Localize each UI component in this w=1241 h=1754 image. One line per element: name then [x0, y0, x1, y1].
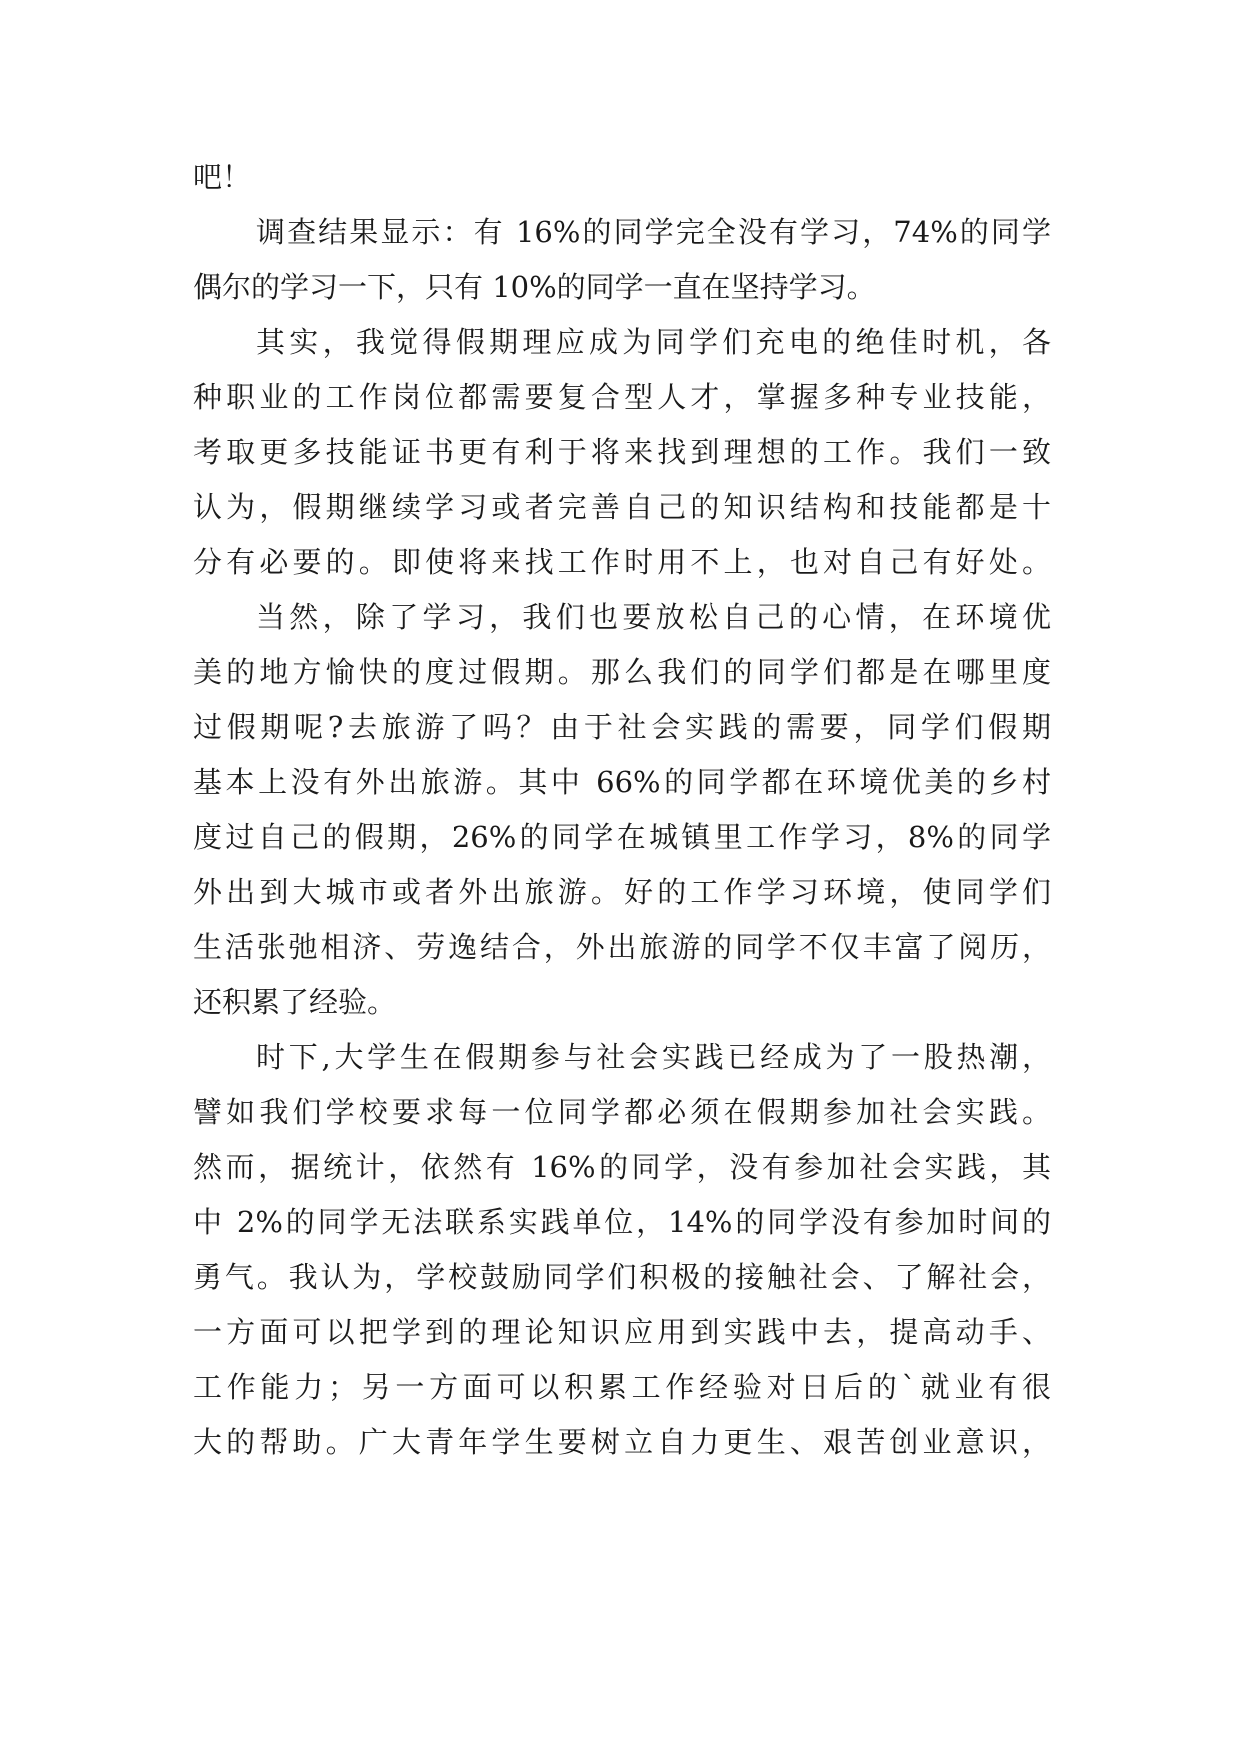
- text-line: 大的帮助。广大青年学生要树立自力更生、艰苦创业意识，: [193, 1425, 1051, 1459]
- text-line: 一方面可以把学到的理论知识应用到实践中去，提高动手、: [193, 1315, 1051, 1349]
- text-line: 生活张弛相济、劳逸结合，外出旅游的同学不仅丰富了阅历，: [193, 930, 1051, 964]
- text-line: 分有必要的。即使将来找工作时用不上，也对自己有好处。: [193, 545, 1051, 579]
- text-line: 然而，据统计，依然有 16%的同学，没有参加社会实践，其: [193, 1150, 1051, 1184]
- text-line: 过假期呢?去旅游了吗？由于社会实践的需要，同学们假期: [193, 710, 1051, 744]
- text-line: 考取更多技能证书更有利于将来找到理想的工作。我们一致: [193, 435, 1051, 469]
- text-line: 勇气。我认为，学校鼓励同学们积极的接触社会、了解社会，: [193, 1260, 1051, 1294]
- text-line: 种职业的工作岗位都需要复合型人才，掌握多种专业技能，: [193, 380, 1051, 414]
- paragraph-first-line: 其实，我觉得假期理应成为同学们充电的绝佳时机，各: [256, 325, 1051, 359]
- text-line: 譬如我们学校要求每一位同学都必须在假期参加社会实践。: [193, 1095, 1051, 1129]
- text-line: 基本上没有外出旅游。其中 66%的同学都在环境优美的乡村: [193, 765, 1051, 799]
- text-line: 外出到大城市或者外出旅游。好的工作学习环境，使同学们: [193, 875, 1051, 909]
- text-line: 中 2%的同学无法联系实践单位，14%的同学没有参加时间的: [193, 1205, 1051, 1239]
- text-line: 偶尔的学习一下，只有 10%的同学一直在坚持学习。: [193, 270, 876, 304]
- paragraph-first-line: 时下,大学生在假期参与社会实践已经成为了一股热潮，: [256, 1040, 1051, 1074]
- text-line: 吧！: [193, 160, 252, 194]
- paragraph-first-line: 当然，除了学习，我们也要放松自己的心情，在环境优: [256, 600, 1051, 634]
- paragraph-first-line: 调查结果显示：有 16%的同学完全没有学习，74%的同学: [256, 215, 1051, 249]
- text-line: 度过自己的假期，26%的同学在城镇里工作学习，8%的同学: [193, 820, 1051, 854]
- text-line: 工作能力；另一方面可以积累工作经验对日后的`就业有很: [193, 1370, 1051, 1404]
- text-line: 还积累了经验。: [193, 985, 397, 1019]
- text-line: 认为，假期继续学习或者完善自己的知识结构和技能都是十: [193, 490, 1051, 524]
- text-line: 美的地方愉快的度过假期。那么我们的同学们都是在哪里度: [193, 655, 1051, 689]
